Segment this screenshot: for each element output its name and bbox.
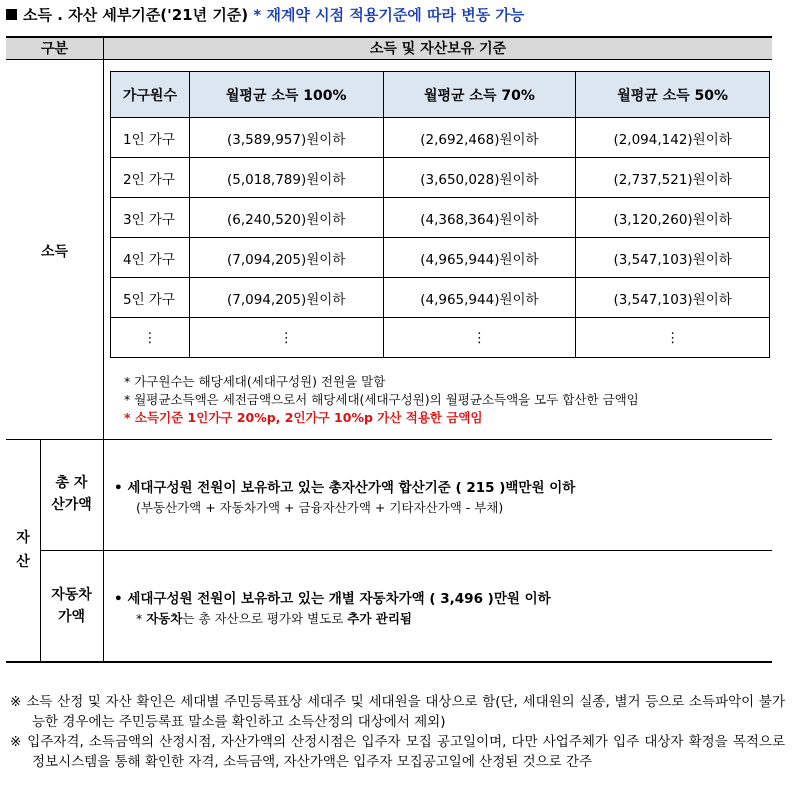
total-asset-criteria: [114, 476, 575, 516]
income-100-cell: (5,018,789)원이하: [189, 158, 383, 198]
asset-row-divider: [40, 550, 772, 551]
income-header-50: 월평균 소득 50%: [576, 72, 770, 118]
footer-note: ※ 입주자격, 소득금액의 산정시점, 자산가액의 산정시점은 입주자 모집 공고일이며, 다만 사업주체가 입주 대상자 확정을 목적으로 정보시스템을 통해 확인한 자격, 소득금액, 자산가액은 입주자 모집공고일에 산정된 것으로 간주: [10, 734, 785, 770]
income-50-cell: (3,547,103)원이하: [576, 278, 770, 318]
income-header-70: 월평균 소득 70%: [383, 72, 576, 118]
income-70-cell: (2,692,468)원이하: [383, 118, 576, 158]
square-bullet-icon: [6, 9, 17, 20]
income-70-cell: (4,965,944)원이하: [383, 278, 576, 318]
income-100-cell: (7,094,205)원이하: [189, 278, 383, 318]
total-asset-text: • 세대구성원 전원이 보유하고 있는 총자산가액 합산기준 ( 215 )백만원 이하: [114, 480, 576, 496]
ellipsis-cell: ⋮: [576, 318, 770, 358]
income-100-cell: (3,589,957)원이하: [189, 118, 383, 158]
income-50-cell: (3,547,103)원이하: [576, 238, 770, 278]
income-label: 소득: [40, 244, 69, 260]
household-size-cell: 4인 가구: [111, 238, 190, 278]
footer-notes: [10, 692, 785, 772]
ellipsis-cell: ⋮: [383, 318, 576, 358]
car-asset-label: 자동차가액: [51, 587, 92, 625]
table-bottom-border: [6, 661, 772, 663]
car-asset-text: • 세대구성원 전원이 보유하고 있는 개별 자동차가액 ( 3,496 )만원 이하: [114, 591, 551, 607]
section-heading: [6, 4, 524, 24]
income-notes: [124, 373, 639, 427]
household-size-cell: 1인 가구: [111, 118, 190, 158]
income-header-household: 가구원수: [111, 72, 190, 118]
income-70-cell: (4,368,364)원이하: [383, 198, 576, 238]
income-header-100: 월평균 소득 100%: [189, 72, 383, 118]
income-50-cell: (2,737,521)원이하: [576, 158, 770, 198]
income-note: * 월평균소득액은 세전금액으로서 해당세대(세대구성원)의 월평균소득액을 모두 합산한 금액임: [124, 392, 639, 407]
table-row: [111, 278, 770, 318]
table-row: [111, 238, 770, 278]
criteria-table: [6, 36, 772, 662]
income-table-header-row: [111, 72, 770, 118]
footer-note: ※ 소득 산정 및 자산 확인은 세대별 주민등록표상 세대주 및 세대원을 대상으로 함(단, 세대원의 실종, 별거 등으로 소득파악이 불가능한 경우에는 주민등록표 말소를 확인하고 소득산정의 대상에서 제외): [10, 694, 785, 730]
income-70-cell: (4,965,944)원이하: [383, 238, 576, 278]
income-50-cell: (3,120,260)원이하: [576, 198, 770, 238]
car-asset-sub-bold2: 추가 관리됨: [347, 611, 412, 626]
car-asset-sub-bold: 자동차: [146, 611, 183, 626]
total-asset-label: 총 자산가액: [51, 475, 92, 513]
table-row: [111, 158, 770, 198]
header-criteria: 소득 및 자산보유 기준: [103, 36, 772, 60]
income-100-cell: (6,240,520)원이하: [189, 198, 383, 238]
income-70-cell: (3,650,028)원이하: [383, 158, 576, 198]
income-100-cell: (7,094,205)원이하: [189, 238, 383, 278]
column-divider: [103, 60, 104, 662]
car-asset-sub-text: 는 총 자산으로 평가와 별도로: [182, 611, 348, 626]
car-asset-sub: * 자동차는 총 자산으로 평가와 별도로 추가 관리됨: [136, 611, 412, 626]
ellipsis-cell: ⋮: [189, 318, 383, 358]
household-size-cell: 3인 가구: [111, 198, 190, 238]
income-note: * 가구원수는 해당세대(세대구성원) 전원을 말함: [124, 374, 386, 389]
table-row: [111, 118, 770, 158]
household-size-cell: 5인 가구: [111, 278, 190, 318]
asset-label: 자산: [16, 530, 30, 570]
car-asset-criteria: [114, 587, 551, 627]
income-asset-divider: [6, 439, 772, 440]
income-table: [110, 71, 770, 358]
ellipsis-cell: ⋮: [111, 318, 190, 358]
table-row: [111, 318, 770, 358]
header-category: 구분: [6, 36, 103, 60]
heading-note: * 재계약 시점 적용기준에 따라 변동 가능: [253, 6, 525, 24]
table-row: [111, 198, 770, 238]
income-50-cell: (2,094,142)원이하: [576, 118, 770, 158]
heading-title: 소득 . 자산 세부기준('21년 기준): [23, 6, 249, 24]
household-size-cell: 2인 가구: [111, 158, 190, 198]
income-note-highlight: * 소득기준 1인가구 20%p, 2인가구 10%p 가산 적용한 금액임: [124, 410, 483, 425]
total-asset-sub: (부동산가액 + 자동차가액 + 금융자산가액 + 기타자산가액 - 부채): [136, 500, 504, 515]
